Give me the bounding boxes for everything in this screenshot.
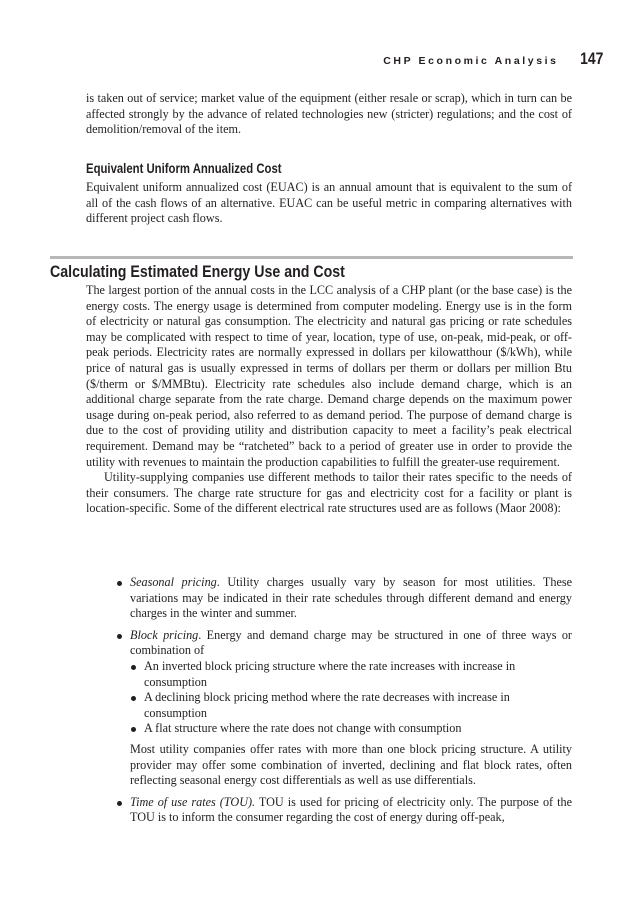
running-header	[383, 49, 603, 73]
seasonal-text: . Utility charges usually vary by season for most utilities. These variations may be indicated in their rate schedules through different demand and energy charges in the winter and summer.	[130, 575, 573, 621]
bullet-icon	[131, 696, 136, 701]
tou-text: TOU is used for pricing of electricity only. The purpose of the TOU is to inform the consumer regarding the cost of energy during off-peak,	[130, 794, 572, 825]
bullet-icon	[117, 634, 122, 639]
list-item-block	[86, 628, 572, 789]
section-body	[86, 283, 572, 517]
tou-term: Time of use rates (TOU).	[130, 794, 256, 809]
euac-heading: Equivalent Uniform Annualized Cost	[86, 161, 282, 176]
euac-paragraph: Equivalent uniform annualized cost (EUAC) is an annual amount that is equivalent to the sum of all of the cash flows of an alternative. EUAC can be useful metric in comparing alternatives with different project cash flows.	[86, 180, 572, 226]
block-after-paragraph: Most utility companies offer rates with more than one block pricing structure. A utility provider may offer some combination of inverted, declining and flat block rates, often reflecting seasonal energy cost differentials as well as use differentials.	[130, 741, 572, 788]
running-title: CHP Economic Analysis	[383, 55, 559, 67]
bullet-icon	[131, 665, 136, 670]
block-term: Block pricing	[130, 627, 199, 642]
sub-list-item: A flat structure where the rate does not change with consumption	[130, 721, 572, 737]
list-item-seasonal	[86, 575, 572, 622]
sub-list-item: An inverted block pricing structure where the rate increases with increase in consumption	[130, 659, 572, 690]
section-rule	[50, 256, 573, 259]
list-item-tou	[86, 795, 572, 826]
block-text: . Energy and demand charge may be structured in one of three ways or combination of	[130, 627, 572, 658]
section-paragraph-2: Utility-supplying companies use different methods to tailor their rates specific to the needs of their consumers. The charge rate structure for gas and electricity cost for a facility or plant is location-specific. Some of the different electrical rate structures used are as follows (Maor 2008):	[86, 470, 572, 516]
section-paragraph-1: The largest portion of the annual costs in the LCC analysis of a CHP plant (or the base case) is the energy costs. The energy usage is determined from computer modeling. Energy use is in the form of electricity or natural gas consumption. The electricity and natural gas pricing or rate schedules may be complicated with respect to time of year, location, type of use, on-peak, mid-peak, or off-peak periods. Electricity rates are normally expressed in dollars per kilowatthour ($/kWh), while price of natural gas is usually expressed in terms of dollars per therm or dollars per million Btu ($/therm or $/MMBtu). Electricity rate schedules also include demand charge, which is an additional charge separate from the rate charge. Demand charge depends on the maximum power usage during on-peak period, also referred to as demand period. The purpose of demand charge is due to the cost of providing utility and distribution capacity to meet a facility’s peak electrical requirement. Demand may be “ratcheted” back to a period of greater use in order to provide the utility with revenues to maintain the production capabilities to fulfill the greater-use requirement.	[86, 283, 572, 469]
intro-paragraph: is taken out of service; market value of the equipment (either resale or scrap), which in turn can be affected strongly by the advance of related technologies new (stricter) regulations; and the cost of demolition/removal of the item.	[86, 91, 572, 137]
rate-structure-list-block	[86, 575, 572, 832]
sub-list-item: A declining block pricing method where the rate decreases with increase in consumption	[130, 690, 572, 721]
bullet-icon	[131, 727, 136, 732]
intro-block	[86, 91, 572, 138]
bullet-icon	[117, 801, 122, 806]
section-heading: Calculating Estimated Energy Use and Cost	[50, 263, 345, 281]
block-sub-list	[130, 659, 572, 737]
page-number: 147	[579, 49, 603, 68]
euac-block	[86, 180, 572, 227]
bullet-icon	[117, 581, 122, 586]
rate-structure-list	[86, 575, 572, 826]
seasonal-term: Seasonal pricing	[130, 575, 217, 589]
